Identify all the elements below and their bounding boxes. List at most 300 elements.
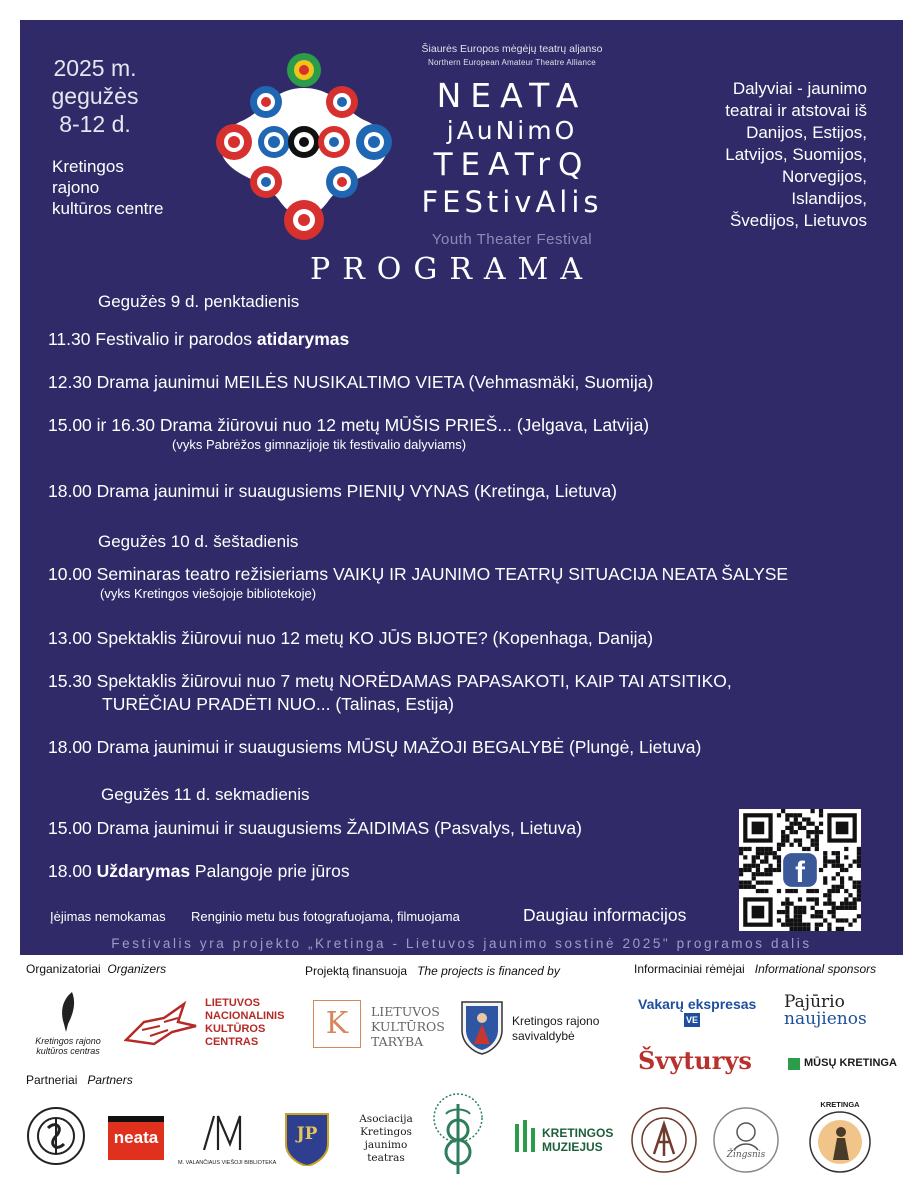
qr-module xyxy=(785,897,789,901)
qr-module xyxy=(806,897,810,901)
qr-module xyxy=(794,813,798,817)
logo-line: savivaldybė xyxy=(512,1029,575,1043)
event-item xyxy=(48,481,617,502)
qr-module xyxy=(785,910,789,914)
qr-module xyxy=(743,881,747,885)
asociacija-logo xyxy=(356,1113,416,1165)
qr-module xyxy=(752,885,756,889)
qr-module xyxy=(815,843,819,847)
lkt-logo-mark xyxy=(313,1000,361,1048)
qr-module xyxy=(857,889,861,893)
logo-line: KULTŪROS xyxy=(371,1019,445,1034)
event-text: Seminaras teatro režisieriams VAIKŲ IR JAUNIMO TEATRŲ SITUACIJA NEATA ŠALYSE xyxy=(96,564,789,584)
program-poster xyxy=(20,20,903,955)
event-time: 18.00 xyxy=(48,481,92,501)
qr-module xyxy=(752,855,756,859)
parish-seal-icon xyxy=(630,1106,698,1174)
free-entry-note: Įėjimas nemokamas xyxy=(50,909,166,924)
day-heading: Gegužės 11 d. sekmadienis xyxy=(101,785,310,804)
zingsnis-logo: Žingsnis xyxy=(726,1150,766,1160)
event-text: Drama jaunimui ir suaugusiems MŪSŲ MAŽOJI BEGALYBĖ (Plungė, Lietuva) xyxy=(96,737,702,757)
qr-module xyxy=(752,872,756,876)
qr-module xyxy=(785,813,789,817)
event-time: 18.00 xyxy=(48,861,92,881)
qr-module xyxy=(743,864,747,868)
qr-module xyxy=(844,868,848,872)
qr-module xyxy=(785,914,789,918)
qr-module xyxy=(768,872,772,876)
qr-module xyxy=(857,893,861,897)
qr-module xyxy=(811,843,815,847)
event-item xyxy=(48,818,582,839)
qr-module xyxy=(752,864,756,868)
qr-module xyxy=(853,859,857,863)
qr-module xyxy=(844,902,848,906)
festival-venue xyxy=(52,156,164,219)
qr-module xyxy=(836,855,840,859)
organizers-label-lt: Organizatoriai xyxy=(26,962,101,976)
qr-module xyxy=(798,914,802,918)
logo-line: KULTŪROS xyxy=(205,1023,266,1035)
qr-module xyxy=(827,889,831,893)
qr-module xyxy=(794,910,798,914)
qr-module xyxy=(760,881,764,885)
qr-module xyxy=(739,881,743,885)
logo-line: NACIONALINIS xyxy=(205,1010,285,1022)
event-item xyxy=(48,737,701,758)
qr-module xyxy=(811,906,815,910)
qr-module xyxy=(752,859,756,863)
qr-module xyxy=(840,868,844,872)
event-item xyxy=(48,628,653,649)
qr-module xyxy=(815,927,819,931)
qr-module xyxy=(739,847,743,851)
event-text: Festivalio ir parodos xyxy=(95,329,257,349)
qr-module xyxy=(777,918,781,922)
qr-module xyxy=(806,817,810,821)
alliance-lt: Šiaurės Europos mėgėjų teatrų aljanso xyxy=(421,43,603,55)
qr-module xyxy=(815,902,819,906)
qr-module xyxy=(798,906,802,910)
qr-code[interactable] xyxy=(739,809,861,931)
qr-module xyxy=(827,910,831,914)
event-time: 12.30 xyxy=(48,372,92,392)
qr-module xyxy=(819,822,823,826)
qr-module xyxy=(789,822,793,826)
event-time: 15.00 xyxy=(48,818,92,838)
qr-module xyxy=(811,838,815,842)
qr-module xyxy=(857,881,861,885)
pajurio-naujienos-logo xyxy=(784,994,867,1028)
qr-module xyxy=(853,881,857,885)
qr-module xyxy=(764,868,768,872)
qr-module xyxy=(798,826,802,830)
qr-module xyxy=(857,851,861,855)
savivaldybe-logo xyxy=(512,1014,599,1044)
financed-label-en: The projects is financed by xyxy=(417,964,560,978)
qr-module xyxy=(823,918,827,922)
quill-icon xyxy=(54,990,82,1034)
festival-title-line: FEStivAlis xyxy=(421,185,603,219)
jp-mark: JP xyxy=(296,1124,318,1144)
qr-module xyxy=(747,885,751,889)
qr-module xyxy=(756,864,760,868)
event-note: (vyks Kretingos viešojoje bibliotekoje) xyxy=(100,586,317,601)
qr-module xyxy=(848,893,852,897)
qr-module xyxy=(806,830,810,834)
qr-module xyxy=(853,906,857,910)
qr-module xyxy=(781,838,785,842)
qr-module xyxy=(794,927,798,931)
qr-module xyxy=(760,847,764,851)
event-text: Drama jaunimui MEILĖS NUSIKALTIMO VIETA (Vehmasmäki, Suomija) xyxy=(96,372,654,392)
qr-module xyxy=(832,885,836,889)
musu-kretinga-logo: MŪSŲ KRETINGA xyxy=(804,1057,897,1069)
qr-module xyxy=(773,868,777,872)
qr-module xyxy=(756,855,760,859)
festival-date xyxy=(50,54,140,138)
organizers-label-en: Organizers xyxy=(107,962,167,976)
event-text: Spektaklis žiūrovui nuo 7 metų NORĖDAMAS PAPASAKOTI, KAIP TAI ATSITIKO, xyxy=(96,671,732,691)
venue-line: Kretingos xyxy=(52,157,124,176)
event-note: (vyks Pabrėžos gimnazijoje tik festivalio dalyviams) xyxy=(172,437,467,452)
qr-module xyxy=(811,809,815,813)
project-note: Festivalis yra projekto „Kretinga - Lietuvos jaunimo sostinė 2025" programos dalis xyxy=(111,936,812,951)
qr-module xyxy=(743,855,747,859)
lkt-logo xyxy=(371,1004,445,1049)
participants-line: Norvegijos, xyxy=(781,167,867,186)
qr-module xyxy=(789,918,793,922)
alliance-en: Northern European Amateur Theatre Alliance xyxy=(428,58,596,67)
meno-mokykla-logo-icon xyxy=(430,1090,486,1180)
qr-module xyxy=(853,902,857,906)
qr-module xyxy=(848,876,852,880)
event-time: 13.00 xyxy=(48,628,92,648)
lkt-letter: K xyxy=(325,1006,349,1041)
qr-module xyxy=(789,826,793,830)
qr-module xyxy=(781,834,785,838)
qr-module xyxy=(756,881,760,885)
qr-module xyxy=(836,927,840,931)
qr-module xyxy=(794,906,798,910)
qr-module xyxy=(811,914,815,918)
qr-module xyxy=(844,918,848,922)
qr-module xyxy=(832,914,836,918)
qr-module xyxy=(802,826,806,830)
qr-module xyxy=(794,838,798,842)
event-text-bold: atidarymas xyxy=(256,329,350,349)
musu-kretinga-mark-icon xyxy=(788,1058,800,1070)
qr-module xyxy=(853,897,857,901)
participants-line: Latvijos, Suomijos, xyxy=(725,145,867,164)
qr-module xyxy=(785,889,789,893)
qr-module xyxy=(747,868,751,872)
qr-module xyxy=(794,923,798,927)
qr-module xyxy=(785,906,789,910)
qr-module xyxy=(760,872,764,876)
qr-module xyxy=(785,918,789,922)
qr-module xyxy=(756,847,760,851)
logo-line: Kretingos xyxy=(360,1126,412,1138)
qr-module xyxy=(806,923,810,927)
library-caption: M. VALANČIAUS VIEŠOJI BIBLIOTEKA xyxy=(178,1160,277,1166)
qr-module xyxy=(781,923,785,927)
qr-module xyxy=(747,881,751,885)
event-item xyxy=(48,372,653,393)
qr-module xyxy=(832,906,836,910)
qr-module xyxy=(777,843,781,847)
day-heading: Gegužės 9 d. penktadienis xyxy=(98,292,300,311)
qr-module xyxy=(798,927,802,931)
qr-module xyxy=(848,906,852,910)
qr-module xyxy=(840,906,844,910)
qr-module xyxy=(806,889,810,893)
qr-module xyxy=(857,859,861,863)
qr-module xyxy=(823,881,827,885)
qr-module xyxy=(798,923,802,927)
qr-module xyxy=(832,859,836,863)
festival-title-line: TEATrQ xyxy=(433,147,591,183)
qr-module xyxy=(823,864,827,868)
qr-module xyxy=(857,897,861,901)
qr-module xyxy=(785,817,789,821)
qr-module xyxy=(802,910,806,914)
qr-module xyxy=(832,864,836,868)
qr-module xyxy=(777,868,781,872)
qr-module xyxy=(819,830,823,834)
qr-module xyxy=(827,923,831,927)
logo-line: teatras xyxy=(367,1152,405,1164)
event-time: 15.00 xyxy=(48,415,92,435)
qr-module xyxy=(794,817,798,821)
qr-module xyxy=(777,847,781,851)
qr-module xyxy=(819,868,823,872)
participants-line: teatrai ir atstovai iš xyxy=(725,101,867,120)
neata-logo-text: neata xyxy=(113,1128,159,1147)
event-text: ir 16.30 Drama žiūrovui nuo 12 metų MŪŠIS PRIEŠ... (Jelgava, Latvija) xyxy=(96,415,650,435)
qr-module xyxy=(789,813,793,817)
qr-module xyxy=(789,889,793,893)
qr-module xyxy=(823,851,827,855)
qr-module xyxy=(815,910,819,914)
partners-label-en: Partners xyxy=(87,1073,133,1087)
more-info-link[interactable]: Daugiau informacijos xyxy=(523,905,687,925)
logo-line: LIETUVOS xyxy=(205,997,261,1009)
festival-logo-icon xyxy=(204,50,404,250)
participants-line: Dalyviai - jaunimo xyxy=(732,79,867,98)
qr-module xyxy=(777,864,781,868)
qr-module xyxy=(781,902,785,906)
qr-module xyxy=(785,826,789,830)
qr-module xyxy=(811,822,815,826)
qr-module xyxy=(823,876,827,880)
info-sponsors-label-en: Informational sponsors xyxy=(754,962,877,976)
qr-module xyxy=(756,868,760,872)
organizers-label xyxy=(26,962,166,976)
qr-module xyxy=(743,847,747,851)
qr-module xyxy=(815,834,819,838)
qr-module xyxy=(844,897,848,901)
logo-line: KRETINGOS xyxy=(542,1126,614,1140)
qr-module xyxy=(827,859,831,863)
qr-module xyxy=(832,910,836,914)
qr-module xyxy=(840,876,844,880)
qr-module xyxy=(781,809,785,813)
lnkc-logo xyxy=(205,997,284,1049)
qr-module xyxy=(819,923,823,927)
qr-module xyxy=(777,859,781,863)
qr-module xyxy=(857,847,861,851)
qr-module xyxy=(798,910,802,914)
neata-logo xyxy=(108,1116,164,1160)
logo-line: Pajūrio xyxy=(784,992,845,1012)
kretingos-muziejus-logo xyxy=(542,1126,613,1154)
qr-module xyxy=(794,822,798,826)
qr-module xyxy=(853,885,857,889)
qr-module xyxy=(802,817,806,821)
qr-module xyxy=(756,872,760,876)
qr-module xyxy=(794,830,798,834)
qr-module xyxy=(789,902,793,906)
qr-module xyxy=(836,906,840,910)
qr-module xyxy=(836,872,840,876)
qr-module xyxy=(773,851,777,855)
venue-line: rajono xyxy=(52,178,100,197)
qr-module xyxy=(806,847,810,851)
qr-module xyxy=(764,851,768,855)
qr-module xyxy=(827,902,831,906)
qr-module xyxy=(832,851,836,855)
program-heading: PROGRAMA xyxy=(310,252,594,287)
qr-module xyxy=(785,923,789,927)
qr-module xyxy=(752,876,756,880)
qr-module xyxy=(827,893,831,897)
partners-label xyxy=(26,1073,133,1087)
qr-module xyxy=(756,851,760,855)
qr-module xyxy=(823,902,827,906)
qr-module xyxy=(844,847,848,851)
photo-notice: Renginio metu bus fotografuojama, filmuojama xyxy=(191,909,460,924)
qr-module xyxy=(815,847,819,851)
event-text-bold: Uždarymas xyxy=(96,861,191,881)
participants-line: Švedijos, Lietuvos xyxy=(729,211,867,230)
participants-line: Islandijos, xyxy=(791,189,867,208)
qr-module xyxy=(857,885,861,889)
qr-module xyxy=(823,855,827,859)
qr-module xyxy=(764,859,768,863)
qr-module xyxy=(815,826,819,830)
qr-module xyxy=(832,902,836,906)
event-item xyxy=(48,415,649,436)
qr-module xyxy=(815,923,819,927)
qr-module xyxy=(794,918,798,922)
qr-module xyxy=(798,843,802,847)
qr-module xyxy=(815,838,819,842)
qr-module xyxy=(840,885,844,889)
venue-line: kultūros centre xyxy=(52,199,164,218)
participants-line: Danijos, Estijos, xyxy=(746,123,867,142)
qr-module xyxy=(747,847,751,851)
qr-module xyxy=(832,889,836,893)
qr-module xyxy=(844,889,848,893)
qr-module xyxy=(777,910,781,914)
qr-module xyxy=(764,847,768,851)
qr-module xyxy=(802,847,806,851)
qr-module xyxy=(836,889,840,893)
festival-subtitle: Youth Theater Festival xyxy=(431,231,593,248)
qr-module xyxy=(739,868,743,872)
qr-module xyxy=(836,918,840,922)
qr-module xyxy=(798,838,802,842)
participants-list xyxy=(725,78,867,232)
qr-module xyxy=(764,872,768,876)
qr-module xyxy=(819,809,823,813)
qr-module xyxy=(768,851,772,855)
qr-module xyxy=(848,864,852,868)
logo-line: LIETUVOS xyxy=(371,1004,440,1019)
qr-module xyxy=(840,881,844,885)
logo-line: naujienos xyxy=(784,1009,867,1029)
qr-module xyxy=(823,859,827,863)
qr-module xyxy=(739,872,743,876)
qr-module xyxy=(806,834,810,838)
event-text: Drama jaunimui ir suaugusiems ŽAIDIMAS (Pasvalys, Lietuva) xyxy=(96,818,582,838)
qr-module xyxy=(857,914,861,918)
logo-line: TARYBA xyxy=(371,1034,424,1049)
bird-icon xyxy=(124,1000,198,1046)
svyturys-logo: Švyturys xyxy=(638,1046,752,1075)
svg-text:f: f xyxy=(795,855,805,889)
event-item xyxy=(48,671,732,692)
qr-module xyxy=(764,889,768,893)
event-text-continued: TURĖČIAU PRADĖTI NUO... (Talinas, Estija) xyxy=(102,694,454,714)
qr-module xyxy=(840,902,844,906)
qr-module xyxy=(827,927,831,931)
event-time: 15.30 xyxy=(48,671,92,691)
qr-module xyxy=(853,918,857,922)
qr-module xyxy=(815,914,819,918)
qr-module xyxy=(802,906,806,910)
qr-module xyxy=(844,855,848,859)
financed-label-lt: Projektą finansuoja xyxy=(305,964,408,978)
qr-module xyxy=(857,855,861,859)
event-time: 18.00 xyxy=(48,737,92,757)
qr-module xyxy=(777,889,781,893)
qr-module xyxy=(848,923,852,927)
logo-line: kultūros centras xyxy=(36,1046,100,1056)
qr-module xyxy=(768,864,772,868)
festival-title-line: jAuNimO xyxy=(446,116,578,145)
qr-module xyxy=(798,897,802,901)
youth-capital-logo: KRETINGA xyxy=(820,1100,860,1109)
qr-module xyxy=(768,881,772,885)
event-text: Spektaklis žiūrovui nuo 12 metų KO JŪS BIJOTE? (Kopenhaga, Danija) xyxy=(96,628,654,648)
qr-module xyxy=(768,868,772,872)
qr-module xyxy=(823,893,827,897)
qr-module xyxy=(840,927,844,931)
info-sponsors-label xyxy=(634,962,876,976)
logo-line: Kretingos rajono xyxy=(35,1036,101,1046)
qr-module xyxy=(815,897,819,901)
qr-module xyxy=(844,906,848,910)
qr-module xyxy=(764,881,768,885)
qr-module xyxy=(806,927,810,931)
qr-module xyxy=(798,822,802,826)
festival-title-line: NEATA xyxy=(436,76,588,115)
event-item xyxy=(48,564,788,585)
qr-module xyxy=(781,830,785,834)
qr-module xyxy=(836,859,840,863)
